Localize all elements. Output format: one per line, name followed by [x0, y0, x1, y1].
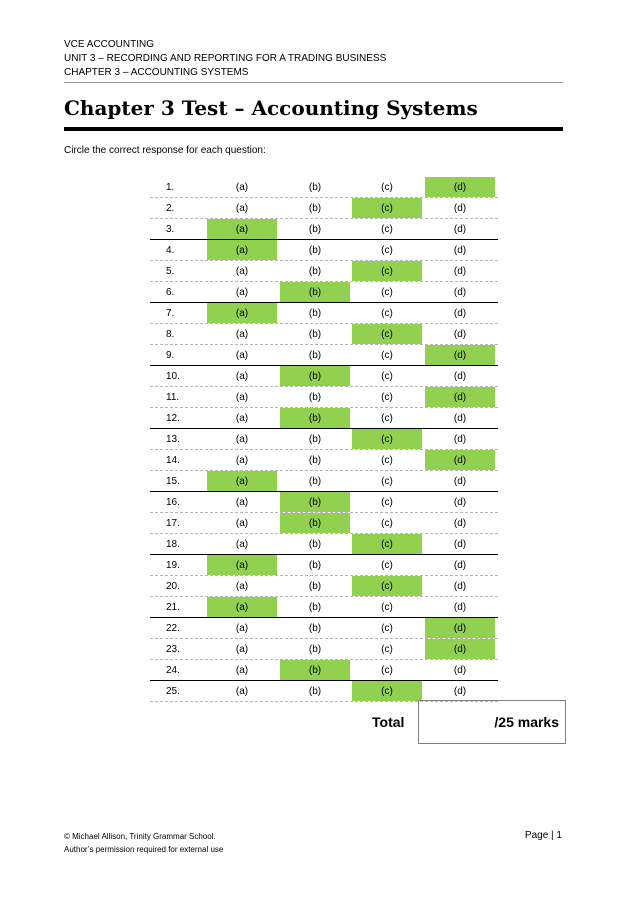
option-d[interactable]: (d)	[453, 265, 467, 277]
option-c[interactable]: (c)	[381, 391, 393, 403]
option-d[interactable]: (d)	[453, 664, 467, 676]
answer-grid	[150, 177, 498, 702]
answer-row	[150, 639, 498, 660]
question-number: 2.	[166, 202, 175, 214]
option-a[interactable]: (a)	[235, 349, 249, 361]
answer-row	[150, 345, 498, 366]
option-c[interactable]: (c)	[381, 643, 393, 655]
page-title: Chapter 3 Test – Accounting Systems	[64, 96, 478, 120]
option-b[interactable]: (b)	[308, 685, 322, 697]
option-b[interactable]: (b)	[308, 433, 322, 445]
option-a[interactable]: (a)	[235, 286, 249, 298]
option-c[interactable]: (c)	[352, 324, 422, 344]
header-subject: VCE ACCOUNTING	[64, 39, 155, 50]
option-c[interactable]: (c)	[381, 412, 393, 424]
option-b[interactable]: (b)	[308, 475, 322, 487]
option-d[interactable]: (d)	[453, 601, 467, 613]
answer-row	[150, 198, 498, 219]
answer-row	[150, 240, 498, 261]
question-number: 4.	[166, 244, 175, 256]
option-d[interactable]: (d)	[453, 412, 467, 424]
option-a[interactable]: (a)	[235, 433, 249, 445]
option-b[interactable]: (b)	[308, 643, 322, 655]
answer-row	[150, 408, 498, 429]
option-c[interactable]: (c)	[381, 307, 393, 319]
option-a[interactable]: (a)	[235, 580, 249, 592]
answer-row	[150, 618, 498, 639]
option-b[interactable]: (b)	[308, 181, 322, 193]
option-c[interactable]: (c)	[381, 601, 393, 613]
question-number: 13.	[166, 433, 180, 445]
question-number: 23.	[166, 643, 180, 655]
option-b[interactable]: (b)	[308, 307, 322, 319]
question-number: 11.	[166, 391, 180, 403]
footer-copyright	[64, 830, 223, 856]
option-a[interactable]: (a)	[235, 391, 249, 403]
header-chapter: CHAPTER 3 – ACCOUNTING SYSTEMS	[64, 67, 249, 78]
option-a[interactable]: (a)	[235, 202, 249, 214]
option-b[interactable]: (b)	[308, 202, 322, 214]
instructions-text: Circle the correct response for each question:	[64, 145, 266, 156]
option-c[interactable]: (c)	[381, 370, 393, 382]
answer-row	[150, 366, 498, 387]
total-label: Total	[372, 714, 405, 730]
option-c[interactable]: (c)	[381, 181, 393, 193]
option-b[interactable]: (b)	[308, 538, 322, 550]
total-marks-text: /25 marks	[494, 714, 559, 730]
option-b[interactable]: (b)	[280, 408, 350, 428]
total-marks-box[interactable]	[418, 700, 566, 744]
title-underline	[64, 127, 563, 131]
option-d[interactable]: (d)	[453, 538, 467, 550]
option-d[interactable]: (d)	[453, 517, 467, 529]
option-d[interactable]: (d)	[425, 345, 495, 365]
question-number: 17.	[166, 517, 180, 529]
option-a[interactable]: (a)	[235, 496, 249, 508]
document-header	[64, 38, 564, 80]
answer-row	[150, 282, 498, 303]
option-c[interactable]: (c)	[381, 664, 393, 676]
option-d[interactable]: (d)	[453, 223, 467, 235]
question-number: 8.	[166, 328, 175, 340]
option-b[interactable]: (b)	[308, 328, 322, 340]
question-number: 16.	[166, 496, 180, 508]
option-a[interactable]: (a)	[235, 454, 249, 466]
option-d[interactable]: (d)	[425, 639, 495, 659]
option-a[interactable]: (a)	[235, 265, 249, 277]
option-d[interactable]: (d)	[453, 286, 467, 298]
option-b[interactable]: (b)	[308, 559, 322, 571]
option-a[interactable]: (a)	[235, 622, 249, 634]
option-d[interactable]: (d)	[453, 433, 467, 445]
option-d[interactable]: (d)	[425, 618, 495, 638]
answer-row	[150, 660, 498, 681]
option-b[interactable]: (b)	[308, 601, 322, 613]
option-a[interactable]: (a)	[207, 597, 277, 617]
option-c[interactable]: (c)	[381, 622, 393, 634]
answer-row	[150, 219, 498, 240]
question-number: 18.	[166, 538, 180, 550]
question-number: 6.	[166, 286, 175, 298]
option-c[interactable]: (c)	[381, 454, 393, 466]
answer-row	[150, 681, 498, 702]
question-number: 24.	[166, 664, 180, 676]
option-d[interactable]: (d)	[453, 580, 467, 592]
option-a[interactable]: (a)	[235, 643, 249, 655]
option-b[interactable]: (b)	[308, 580, 322, 592]
question-number: 12.	[166, 412, 180, 424]
page-number: Page | 1	[524, 830, 562, 841]
question-number: 19.	[166, 559, 180, 571]
option-d[interactable]: (d)	[425, 450, 495, 470]
option-a[interactable]: (a)	[207, 555, 277, 575]
question-number: 1.	[166, 181, 175, 193]
option-c[interactable]: (c)	[352, 198, 422, 218]
answer-row	[150, 471, 498, 492]
option-b[interactable]: (b)	[308, 244, 322, 256]
question-number: 10.	[166, 370, 180, 382]
option-b[interactable]: (b)	[308, 391, 322, 403]
answer-row	[150, 177, 498, 198]
answer-row	[150, 324, 498, 345]
question-number: 21.	[166, 601, 180, 613]
option-b[interactable]: (b)	[280, 492, 350, 512]
option-b[interactable]: (b)	[308, 223, 322, 235]
option-a[interactable]: (a)	[235, 664, 249, 676]
option-a[interactable]: (a)	[235, 517, 249, 529]
option-c[interactable]: (c)	[381, 559, 393, 571]
copyright-text: © Michael Allison, Trinity Grammar School.	[64, 832, 216, 841]
option-c[interactable]: (c)	[352, 534, 422, 554]
option-c[interactable]: (c)	[352, 429, 422, 449]
option-c[interactable]: (c)	[381, 496, 393, 508]
option-d[interactable]: (d)	[425, 387, 495, 407]
option-b[interactable]: (b)	[308, 349, 322, 361]
question-number: 7.	[166, 307, 175, 319]
answer-row	[150, 450, 498, 471]
option-d[interactable]: (d)	[453, 328, 467, 340]
option-c[interactable]: (c)	[352, 681, 422, 701]
option-c[interactable]: (c)	[381, 475, 393, 487]
option-c[interactable]: (c)	[381, 517, 393, 529]
option-c[interactable]: (c)	[381, 349, 393, 361]
question-number: 5.	[166, 265, 175, 277]
option-a[interactable]: (a)	[235, 181, 249, 193]
option-d[interactable]: (d)	[453, 475, 467, 487]
option-d[interactable]: (d)	[425, 177, 495, 197]
option-b[interactable]: (b)	[308, 454, 322, 466]
question-number: 14.	[166, 454, 180, 466]
answer-row	[150, 576, 498, 597]
option-d[interactable]: (d)	[453, 370, 467, 382]
option-b[interactable]: (b)	[308, 622, 322, 634]
option-a[interactable]: (a)	[207, 240, 277, 260]
option-a[interactable]: (a)	[207, 303, 277, 323]
answer-row	[150, 513, 498, 534]
option-b[interactable]: (b)	[280, 660, 350, 680]
option-a[interactable]: (a)	[235, 412, 249, 424]
answer-row	[150, 534, 498, 555]
option-b[interactable]: (b)	[308, 265, 322, 277]
answer-row	[150, 303, 498, 324]
question-number: 15.	[166, 475, 180, 487]
question-number: 22.	[166, 622, 180, 634]
option-d[interactable]: (d)	[453, 202, 467, 214]
option-a[interactable]: (a)	[207, 219, 277, 239]
answer-row	[150, 555, 498, 576]
option-d[interactable]: (d)	[453, 307, 467, 319]
option-b[interactable]: (b)	[280, 282, 350, 302]
option-a[interactable]: (a)	[235, 538, 249, 550]
answer-row	[150, 261, 498, 282]
answer-row	[150, 597, 498, 618]
option-d[interactable]: (d)	[453, 685, 467, 697]
option-d[interactable]: (d)	[453, 496, 467, 508]
option-c[interactable]: (c)	[352, 261, 422, 281]
header-divider	[64, 82, 563, 83]
question-number: 25.	[166, 685, 180, 697]
option-a[interactable]: (a)	[207, 471, 277, 491]
option-c[interactable]: (c)	[352, 576, 422, 596]
option-c[interactable]: (c)	[381, 286, 393, 298]
question-number: 9.	[166, 349, 175, 361]
answer-row	[150, 492, 498, 513]
question-number: 20.	[166, 580, 180, 592]
option-c[interactable]: (c)	[381, 223, 393, 235]
option-b[interactable]: (b)	[280, 366, 350, 386]
answer-row	[150, 429, 498, 450]
header-unit: UNIT 3 – RECORDING AND REPORTING FOR A TRADING BUSINESS	[64, 53, 387, 64]
option-a[interactable]: (a)	[235, 370, 249, 382]
permission-text: Author’s permission required for external use	[64, 845, 224, 854]
option-a[interactable]: (a)	[235, 328, 249, 340]
option-d[interactable]: (d)	[453, 244, 467, 256]
question-number: 3.	[166, 223, 175, 235]
option-a[interactable]: (a)	[235, 685, 249, 697]
answer-row	[150, 387, 498, 408]
option-b[interactable]: (b)	[280, 513, 350, 533]
option-d[interactable]: (d)	[453, 559, 467, 571]
option-c[interactable]: (c)	[381, 244, 393, 256]
